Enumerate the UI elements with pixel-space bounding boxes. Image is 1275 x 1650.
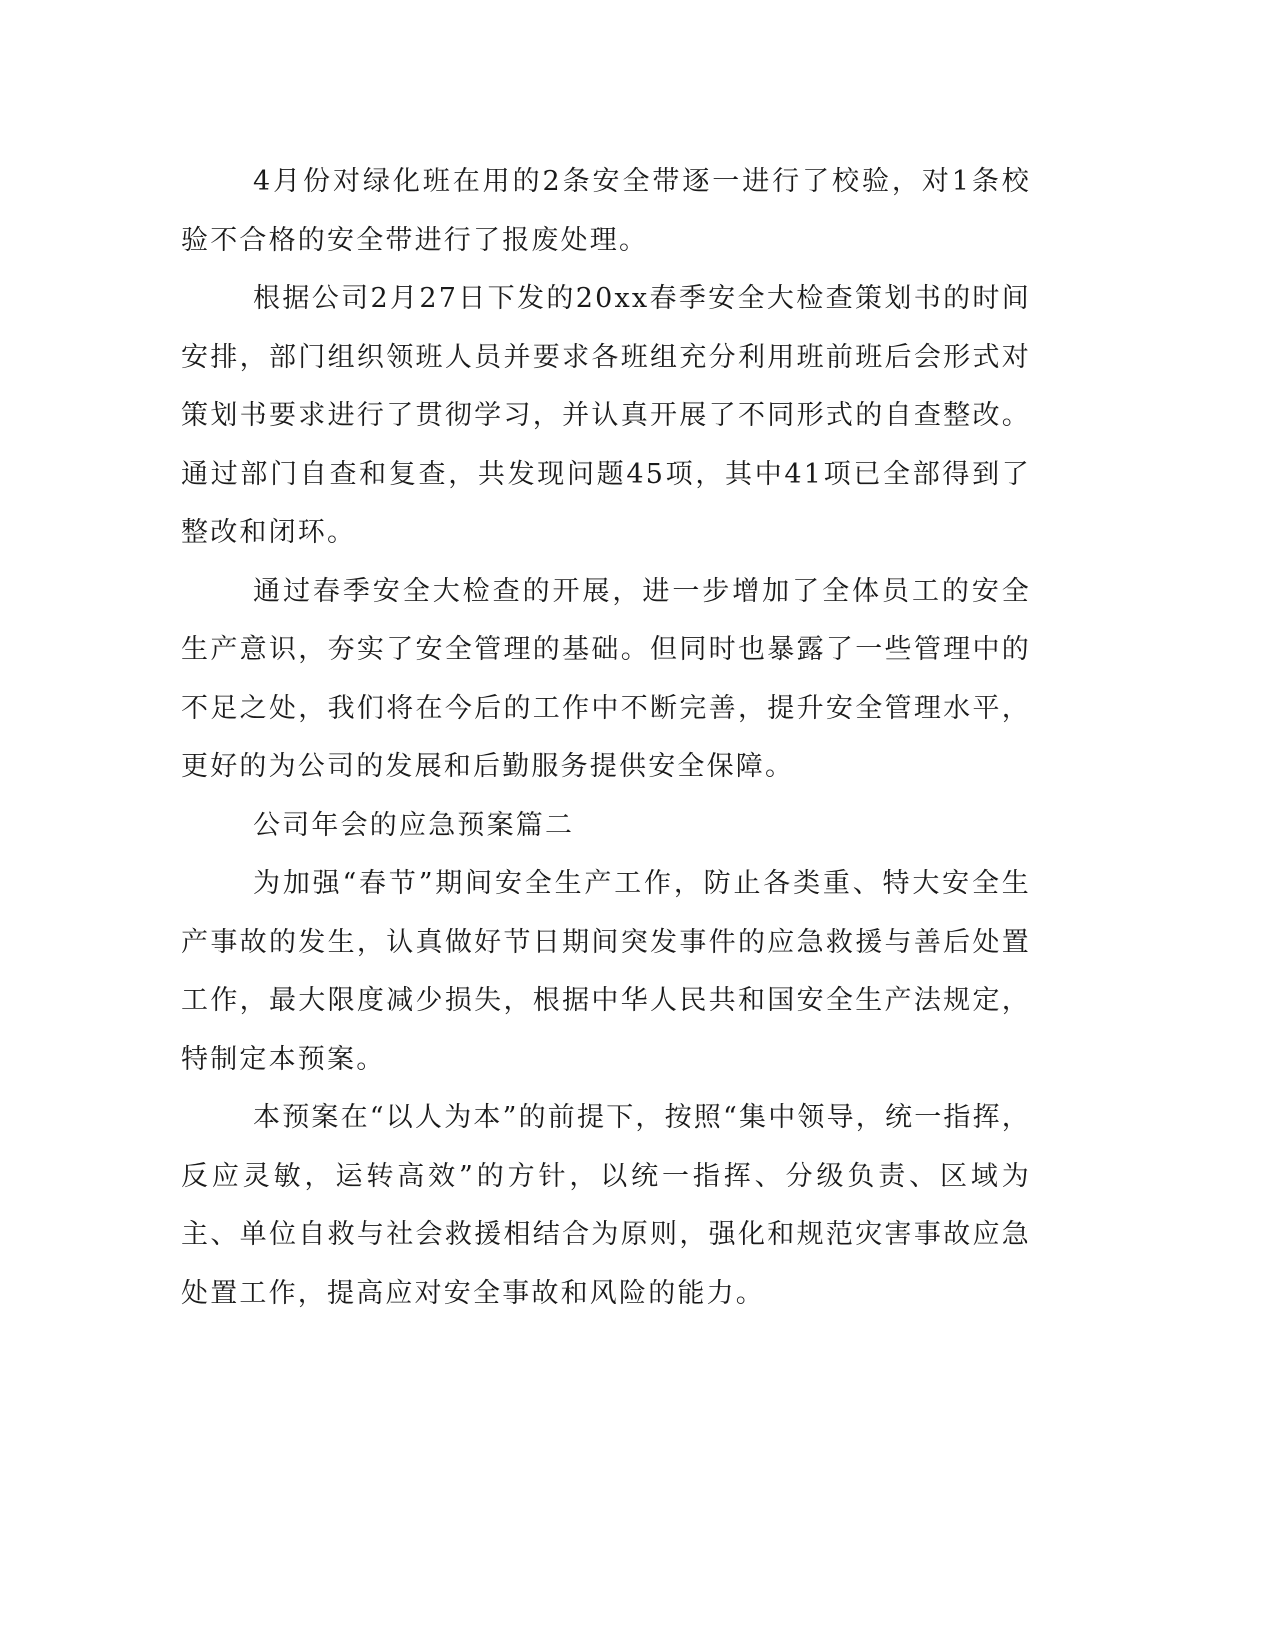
paragraph-belt-inspection: 4月份对绿化班在用的2条安全带逐一进行了校验，对1条校验不合格的安全带进行了报废处理。 — [181, 166, 1031, 256]
document-body — [181, 153, 1031, 1323]
paragraph-inspection-summary: 通过春季安全大检查的开展，进一步增加了全体员工的安全生产意识，夯实了安全管理的基础。但同时也暴露了一些管理中的不足之处，我们将在今后的工作中不断完善，提升安全管理水平，更好的为公司的发展和后勤服务提供安全保障。 — [181, 575, 1031, 782]
paragraph-plan-purpose: 为加强“春节”期间安全生产工作，防止各类重、特大安全生产事故的发生，认真做好节日期间突发事件的应急救援与善后处置工作，最大限度减少损失，根据中华人民共和国安全生产法规定，特制定本预案。 — [181, 868, 1031, 1075]
paragraph-spring-inspection-plan: 根据公司2月27日下发的20xx春季安全大检查策划书的时间安排，部门组织领班人员并要求各班组充分利用班前班后会形式对策划书要求进行了贯彻学习，并认真开展了不同形式的自查整改。通过部门自查和复查，共发现问题45项，其中41项已全部得到了整改和闭环。 — [181, 283, 1031, 548]
section-heading: 公司年会的应急预案篇二 — [253, 809, 575, 841]
paragraph-plan-principles: 本预案在“以人为本”的前提下，按照“集中领导，统一指挥，反应灵敏，运转高效”的方针，以统一指挥、分级负责、区域为主、单位自救与社会救援相结合为原则，强化和规范灾害事故应急处置工作，提高应对安全事故和风险的能力。 — [181, 1102, 1032, 1309]
